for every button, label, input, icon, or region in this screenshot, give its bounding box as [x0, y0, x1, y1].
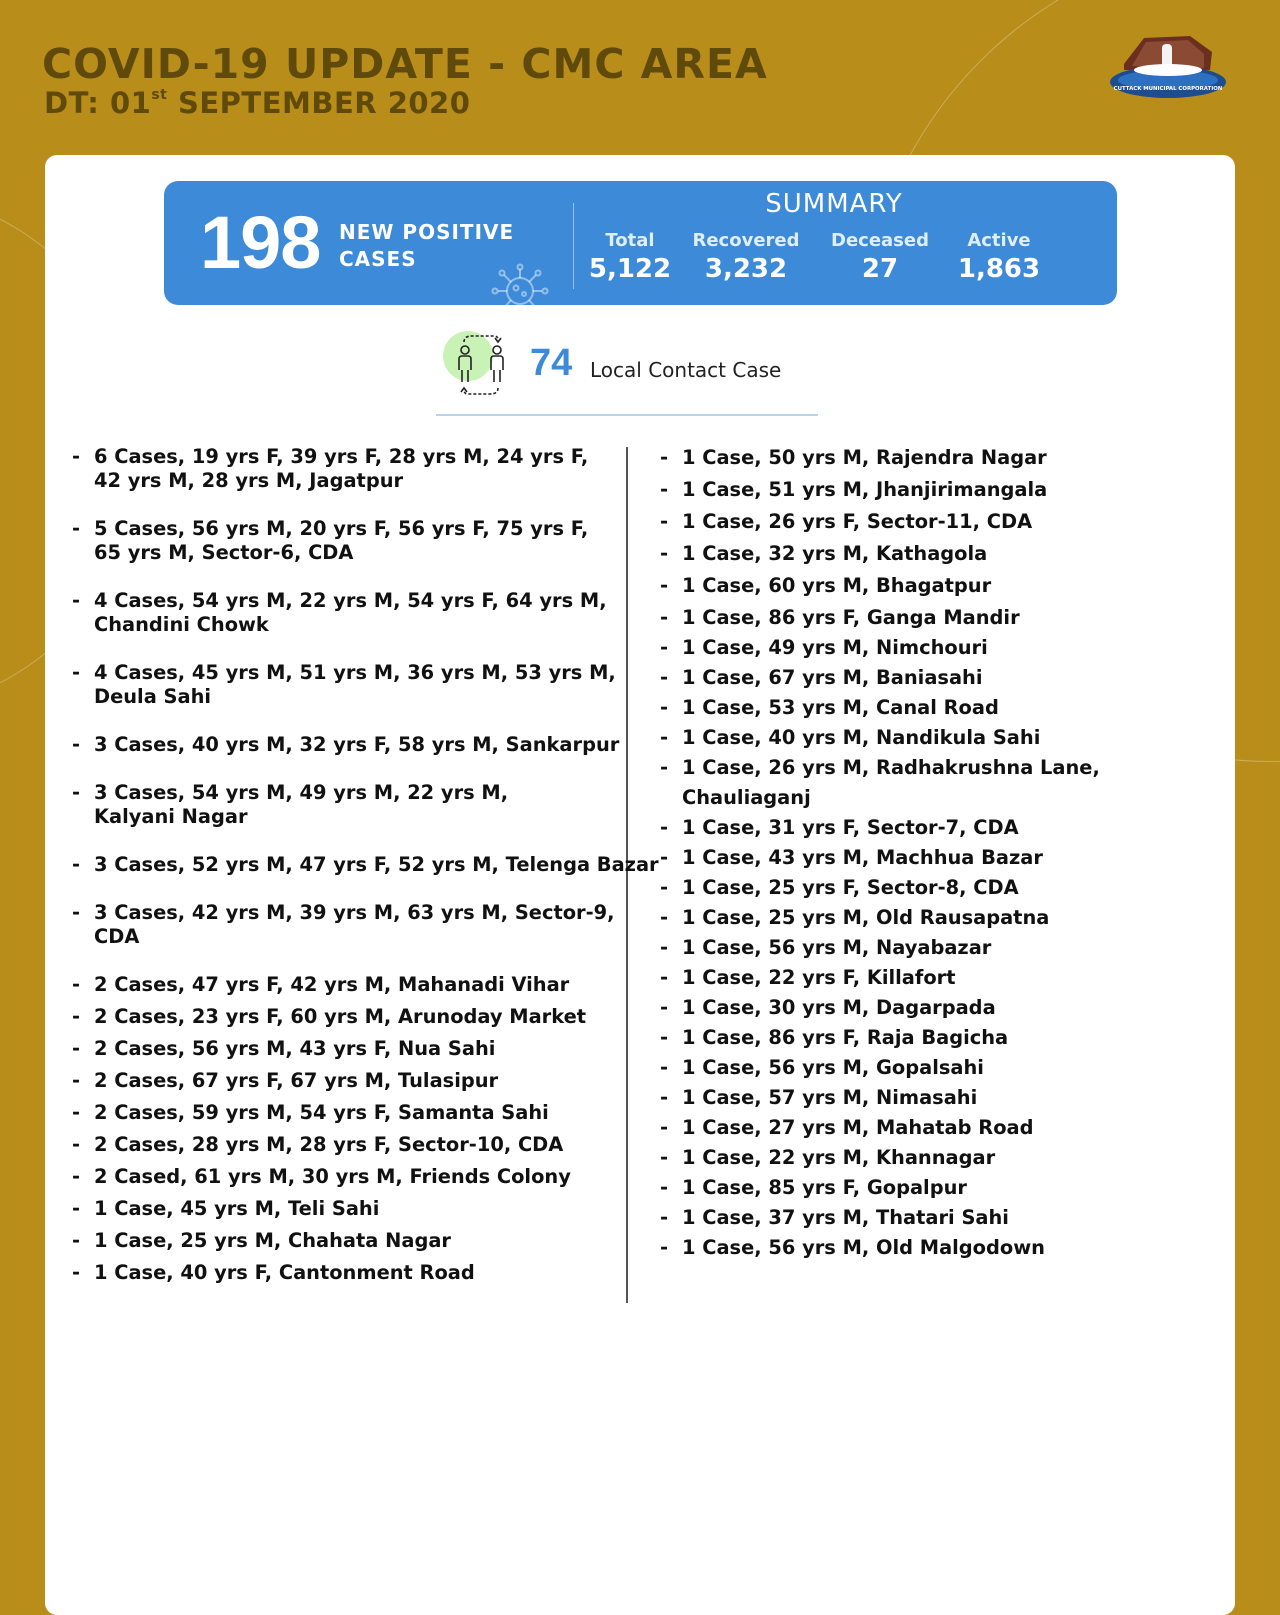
- case-entry: [660, 1023, 1008, 1053]
- case-entry-line: CDA: [94, 925, 140, 948]
- case-entry-line: 2 Cases, 47 yrs F, 42 yrs M, Mahanadi Vihar: [94, 973, 570, 996]
- case-entry: [72, 661, 616, 709]
- case-entry: [660, 475, 1047, 505]
- case-entry: [660, 903, 1049, 933]
- case-entry-line: 1 Case, 40 yrs F, Cantonment Road: [94, 1261, 475, 1284]
- case-entry-line: Chandini Chowk: [94, 613, 269, 636]
- case-entry: [72, 1037, 495, 1061]
- case-entry-line: 1 Case, 56 yrs M, Old Malgodown: [682, 1236, 1045, 1259]
- case-entry: [72, 1069, 498, 1093]
- case-entry-line: 1 Case, 37 yrs M, Thatari Sahi: [682, 1206, 1009, 1229]
- case-entry: [660, 633, 988, 663]
- case-entry-line: 4 Cases, 54 yrs M, 22 yrs M, 54 yrs F, 64 yrs M,: [94, 589, 607, 612]
- case-entry: [660, 507, 1032, 537]
- case-entry: [72, 1197, 379, 1221]
- case-entry: [660, 993, 996, 1023]
- case-entry: [660, 693, 999, 723]
- case-entry-line: 1 Case, 50 yrs M, Rajendra Nagar: [682, 446, 1047, 469]
- case-entry: [660, 1113, 1033, 1143]
- stat-label: Total: [605, 230, 655, 251]
- stat-value: 1,863: [957, 254, 1041, 284]
- case-entry: [72, 445, 588, 493]
- case-entry-line: 2 Cases, 67 yrs F, 67 yrs M, Tulasipur: [94, 1069, 499, 1092]
- stat-label: Active: [967, 230, 1031, 251]
- case-entry-line: 1 Case, 30 yrs M, Dagarpada: [682, 996, 996, 1019]
- stat-active: [934, 229, 1064, 285]
- case-entry-line: 65 yrs M, Sector-6, CDA: [94, 541, 354, 564]
- logo-text: CUTTACK MUNICIPAL CORPORATION: [1113, 86, 1223, 92]
- stat-recovered: [681, 229, 811, 285]
- case-entry-line: 1 Case, 56 yrs M, Gopalsahi: [682, 1056, 984, 1079]
- case-entry-line: 1 Case, 26 yrs M, Radhakrushna Lane,: [682, 756, 1100, 779]
- case-entry-line: 1 Case, 25 yrs M, Chahata Nagar: [94, 1229, 451, 1252]
- virus-icon: [486, 261, 552, 305]
- case-entry: [660, 933, 991, 963]
- local-contact-count: 74: [530, 342, 573, 384]
- case-entry-line: 3 Cases, 54 yrs M, 49 yrs M, 22 yrs M,: [94, 781, 509, 804]
- case-entry-line: 1 Case, 22 yrs M, Khannagar: [682, 1146, 996, 1169]
- case-entry-line: 2 Cases, 59 yrs M, 54 yrs F, Samanta Sahi: [94, 1101, 549, 1124]
- case-entry: [660, 603, 1020, 633]
- case-entry-line: 1 Case, 86 yrs F, Raja Bagicha: [682, 1026, 1009, 1049]
- case-entry-line: 1 Case, 22 yrs F, Killafort: [682, 966, 956, 989]
- case-entry-line: 4 Cases, 45 yrs M, 51 yrs M, 36 yrs M, 53 yrs M,: [94, 661, 616, 684]
- stat-label: Deceased: [831, 230, 929, 251]
- case-entry-line: 5 Cases, 56 yrs M, 20 yrs F, 56 yrs F, 75 yrs F,: [94, 517, 589, 540]
- case-entry: [660, 1233, 1045, 1263]
- case-entry-line: 1 Case, 53 yrs M, Canal Road: [682, 696, 999, 719]
- case-entry-line: 2 Cases, 23 yrs F, 60 yrs M, Arunoday Market: [94, 1005, 587, 1028]
- case-entry: [72, 781, 508, 829]
- stat-value: 3,232: [704, 254, 788, 284]
- case-entry-line: 1 Case, 49 yrs M, Nimchouri: [682, 636, 988, 659]
- new-cases-count: 198: [200, 201, 321, 284]
- case-entry: [72, 853, 659, 877]
- case-entry-line: 3 Cases, 42 yrs M, 39 yrs M, 63 yrs M, Sector-9,: [94, 901, 615, 924]
- case-entry-line: Chauliaganj: [682, 786, 811, 809]
- case-entry: [72, 1229, 451, 1253]
- case-entry-line: 1 Case, 43 yrs M, Machhua Bazar: [682, 846, 1043, 869]
- case-entry: [660, 753, 1100, 813]
- case-entry-line: 3 Cases, 52 yrs M, 47 yrs F, 52 yrs M, Telenga Bazar: [94, 853, 659, 876]
- section-divider: [436, 414, 818, 416]
- case-entry: [660, 873, 1019, 903]
- case-entry: [660, 1053, 984, 1083]
- local-contact-label: Local Contact Case: [590, 358, 782, 382]
- case-entry: [660, 813, 1019, 843]
- case-entry-line: 1 Case, 31 yrs F, Sector-7, CDA: [682, 816, 1019, 839]
- case-entry-line: Kalyani Nagar: [94, 805, 248, 828]
- case-entry-line: 1 Case, 32 yrs M, Kathagola: [682, 542, 988, 565]
- new-cases-label: NEW POSITIVE CASES: [339, 220, 515, 271]
- contact-people-icon: [442, 330, 516, 400]
- case-entry-line: Deula Sahi: [94, 685, 212, 708]
- case-entry: [72, 733, 619, 757]
- summary-title: SUMMARY: [765, 189, 903, 219]
- case-entry: [72, 901, 615, 949]
- case-entry-line: 1 Case, 85 yrs F, Gopalpur: [682, 1176, 967, 1199]
- case-entry: [72, 1165, 571, 1189]
- case-entry: [660, 663, 983, 693]
- stat-total: [565, 229, 695, 285]
- case-entry-line: 1 Case, 51 yrs M, Jhanjirimangala: [682, 478, 1048, 501]
- case-entry: [660, 963, 955, 993]
- case-entry: [72, 517, 588, 565]
- case-entry-line: 1 Case, 26 yrs F, Sector-11, CDA: [682, 510, 1033, 533]
- case-entry-line: 1 Case, 86 yrs F, Ganga Mandir: [682, 606, 1020, 629]
- case-entry-line: 1 Case, 67 yrs M, Baniasahi: [682, 666, 983, 689]
- case-entry-line: 1 Case, 40 yrs M, Nandikula Sahi: [682, 726, 1041, 749]
- case-entry: [72, 1101, 549, 1125]
- case-entry-line: 2 Cases, 56 yrs M, 43 yrs F, Nua Sahi: [94, 1037, 496, 1060]
- case-entry-line: 2 Cases, 28 yrs M, 28 yrs F, Sector-10, CDA: [94, 1133, 564, 1156]
- case-entry: [660, 1083, 977, 1113]
- case-entry: [72, 1133, 563, 1157]
- stat-deceased: [815, 229, 945, 285]
- case-entry: [72, 973, 569, 997]
- case-entry-line: 1 Case, 57 yrs M, Nimasahi: [682, 1086, 978, 1109]
- case-entry: [660, 1173, 967, 1203]
- case-entry-line: 1 Case, 56 yrs M, Nayabazar: [682, 936, 992, 959]
- stat-value: 5,122: [588, 254, 672, 284]
- summary-banner: [164, 181, 1117, 305]
- case-entry: [660, 539, 987, 569]
- case-entry: [660, 571, 991, 601]
- report-date: DT: 01st SEPTEMBER 2020: [44, 86, 471, 120]
- stat-value: 27: [861, 254, 899, 284]
- page-title: COVID-19 UPDATE - CMC AREA: [42, 40, 768, 88]
- case-entry: [72, 589, 607, 637]
- case-entry-line: 1 Case, 60 yrs M, Bhagatpur: [682, 574, 992, 597]
- case-entry-line: 1 Case, 25 yrs F, Sector-8, CDA: [682, 876, 1019, 899]
- case-entry: [660, 1203, 1009, 1233]
- case-entry: [72, 1005, 586, 1029]
- case-entry: [660, 1143, 995, 1173]
- case-entry: [660, 843, 1043, 873]
- case-entry: [72, 1261, 475, 1285]
- case-entry-line: 1 Case, 27 yrs M, Mahatab Road: [682, 1116, 1034, 1139]
- case-entry-line: 42 yrs M, 28 yrs M, Jagatpur: [94, 469, 404, 492]
- case-entry-line: 3 Cases, 40 yrs M, 32 yrs F, 58 yrs M, Sankarpur: [94, 733, 620, 756]
- case-entry-line: 2 Cased, 61 yrs M, 30 yrs M, Friends Colony: [94, 1165, 571, 1188]
- case-entry: [660, 723, 1040, 753]
- cmc-logo-icon: [1104, 30, 1232, 110]
- case-entry: [660, 443, 1047, 473]
- stat-label: Recovered: [692, 230, 800, 251]
- case-entry-line: 1 Case, 25 yrs M, Old Rausapatna: [682, 906, 1050, 929]
- case-entry-line: 1 Case, 45 yrs M, Teli Sahi: [94, 1197, 380, 1220]
- case-entry-line: 6 Cases, 19 yrs F, 39 yrs F, 28 yrs M, 24 yrs F,: [94, 445, 589, 468]
